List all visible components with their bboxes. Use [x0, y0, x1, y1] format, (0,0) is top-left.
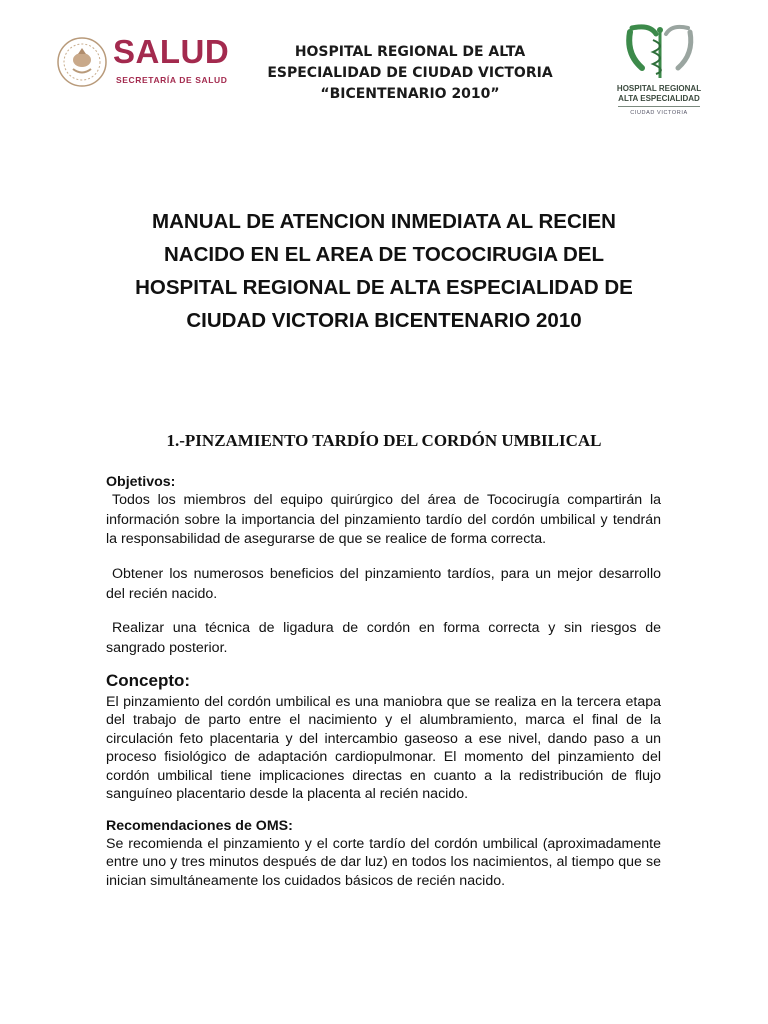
hospital-header-line: HOSPITAL REGIONAL DE ALTA: [294, 44, 526, 60]
document-title: [90, 205, 678, 337]
title-line: NACIDO EN EL AREA DE TOCOCIRUGIA DEL: [163, 243, 605, 266]
objetivos-label: Objetivos:: [106, 474, 176, 490]
oms-text: Se recomienda el pinzamiento y el corte tardío del cordón umbilical (aproximadamente entre uno y tres minutos después de dar luz) en todos los nacimientos, al tiempo que se inician simultáneamente los cuidados básicos de recién nacido.: [106, 836, 661, 889]
national-seal-icon: [56, 36, 108, 88]
hospital-header-line: ESPECIALIDAD DE CIUDAD VICTORIA: [267, 65, 553, 81]
objective-item: [106, 565, 661, 604]
title-line: MANUAL DE ATENCION INMEDIATA AL RECIEN: [152, 210, 616, 233]
hospital-header-line: “BICENTENARIO 2010”: [320, 86, 500, 102]
objective-item: [106, 491, 661, 548]
section-heading: 1.-PINZAMIENTO TARDÍO DEL CORDÓN UMBILICAL: [166, 431, 602, 450]
hospital-emblem-icon: [620, 24, 700, 82]
logo-divider: [618, 106, 700, 107]
logo-text-line: HOSPITAL REGIONAL: [616, 84, 702, 93]
logo-text-line: ALTA ESPECIALIDAD: [618, 94, 700, 103]
hospital-header: [255, 42, 565, 105]
salud-wordmark: SALUD: [113, 33, 230, 70]
objective-item: [106, 619, 661, 658]
title-line: CIUDAD VICTORIA BICENTENARIO 2010: [186, 309, 582, 332]
logo-text-line: CIUDAD VICTORIA: [630, 110, 688, 116]
salud-subtitle: SECRETARÍA DE SALUD: [116, 75, 228, 85]
concepto-text: El pinzamiento del cordón umbilical es una maniobra que se realiza en la tercera etapa del trabajo de parto entre el nacimiento y el alumbramiento, marca el final de la circulación feto placentaria y del intercambio gaseoso a ese nivel, dando paso a un proceso fisiológico de adaptación cardiopulmonar. El momento del pinzamiento del cordón umbilical tiene implicaciones directas en cuanto a la redistribución de flujo sanguíneo placentario desde la placenta al recién nacido.: [106, 694, 661, 803]
objective-text: Obtener los numerosos beneficios del pinzamiento tardíos, para un mejor desarrollo del recién nacido.: [106, 566, 661, 603]
objective-text: Realizar una técnica de ligadura de cordón en forma correcta y sin riesgos de sangrado posterior.: [106, 620, 661, 657]
objective-text: Todos los miembros del equipo quirúrgico del área de Tococirugía compartirán la información sobre la importancia del pinzamiento tardío del cordón umbilical y tendrán la responsabilidad de asegurarse de que se realice de forma correcta.: [106, 492, 661, 547]
concepto-label: Concepto:: [106, 671, 191, 690]
title-line: HOSPITAL REGIONAL DE ALTA ESPECIALIDAD DE: [135, 276, 633, 299]
oms-label: Recomendaciones de OMS:: [106, 818, 293, 834]
hospital-logo: [612, 24, 706, 124]
